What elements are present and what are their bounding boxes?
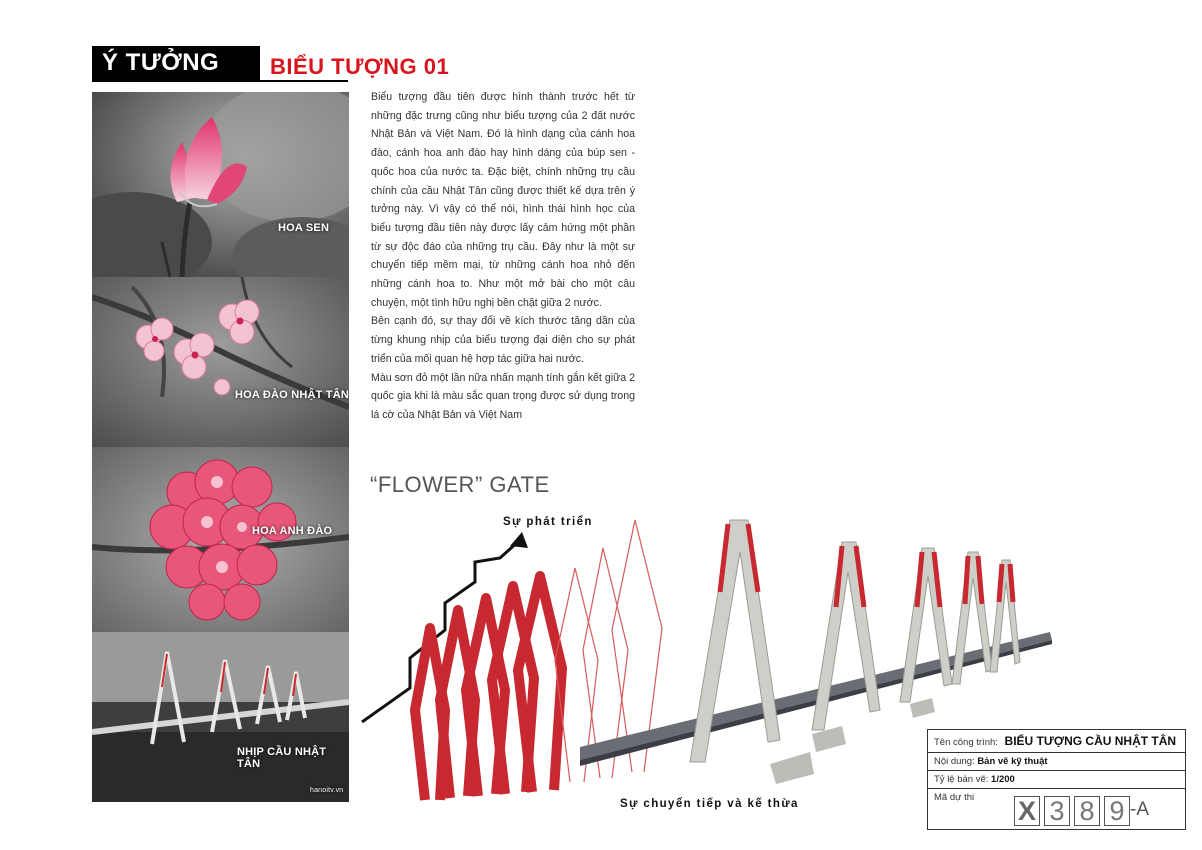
page-title: BIỂU TƯỢNG 01: [270, 54, 450, 79]
info-row-content: [928, 753, 1185, 771]
content-value: Bản vẽ kỹ thuật: [977, 756, 1048, 767]
code-char-2: 3: [1044, 796, 1070, 826]
photo-cherry-blossom-label: HOA ANH ĐÀO: [252, 525, 333, 537]
info-row-scale: [928, 771, 1185, 789]
content-label: Nội dung:: [934, 756, 975, 767]
photo-lotus-label: HOA SEN: [278, 222, 330, 234]
growth-arrowhead: [510, 532, 528, 548]
photo-credit: hanoitv.vn: [310, 787, 344, 794]
header-rule: [92, 80, 348, 82]
photo-peach-blossom-label: HOA ĐÀO NHẬT TÂN: [235, 389, 349, 401]
photo-cherry-blossom: [92, 447, 349, 632]
scale-value: 1/200: [991, 774, 1015, 785]
cable-stayed-bridge-icon: [92, 632, 349, 802]
code-char-4: 9: [1104, 796, 1130, 826]
code-char-1: X: [1014, 796, 1040, 826]
body-text: [371, 88, 635, 425]
body-paragraph-3: Màu sơn đỏ một lần nữa nhấn mạnh tính gắn kết giữa 2 quốc gia khi là màu sắc quan trọng được sử dụng trong lá cờ của Nhật Bản và Việt Nam: [371, 371, 635, 421]
section-tag: Ý TƯỞNG: [92, 46, 260, 80]
cherry-blossom-icon: [92, 447, 349, 632]
body-paragraph-1: Biểu tượng đầu tiên được hình thành trước hết từ những đặc trưng cũng như biểu tượng của 2 đất nước Nhật Bản và Việt Nam. Đó là hình dạng của cánh hoa đào, cánh hoa anh đào hay hình dáng của búp sen - quốc hoa của nước ta. Đặc biệt, chính những trụ cầu chính của cầu Nhật Tân cũng được thiết kế dựa trên ý tưởng này. Vì vậy có thể nói, hình thái hình học của biểu tượng đầu tiên này được lấy cảm hứng một phần từ sự độc đáo của những trụ cầu. Đây như là một sự chuyển tiếp mềm mại, từ những cánh hoa nhỏ đến những cánh hoa to. Như một mở bài cho một câu chuyện, một tình hữu nghị bền chặt giữa 2 nước.: [371, 91, 635, 309]
photo-bridge-label: NHỊP CẦU NHẬT TÂN: [237, 746, 327, 770]
body-paragraph-2: Bên cạnh đó, sự thay đổi về kích thước tăng dần của từng khung nhịp của biểu tượng đại diện cho sự phát triển của mối quan hệ hợp tác giữa hai nước.: [371, 315, 635, 365]
photo-lotus: [92, 92, 349, 277]
transition-caption: Sự chuyển tiếp và kế thừa: [620, 798, 799, 810]
photo-peach-blossom: [92, 277, 349, 447]
info-row-project: [928, 730, 1185, 753]
photo-bridge: [92, 632, 349, 802]
scale-label: Tỷ lệ bản vẽ:: [934, 774, 989, 785]
growth-caption: Sự phát triển: [503, 516, 593, 528]
gate-title: “FLOWER” GATE: [370, 472, 550, 497]
code-suffix: -A: [1130, 799, 1149, 820]
lotus-bud-icon: [92, 92, 349, 277]
project-value: BIỂU TƯỢNG CẦU NHẬT TÂN: [1004, 734, 1177, 748]
project-label: Tên công trình:: [934, 737, 998, 748]
peach-blossom-icon: [92, 277, 349, 447]
code-label: Mã dự thi: [934, 792, 975, 803]
code-char-3: 8: [1074, 796, 1100, 826]
